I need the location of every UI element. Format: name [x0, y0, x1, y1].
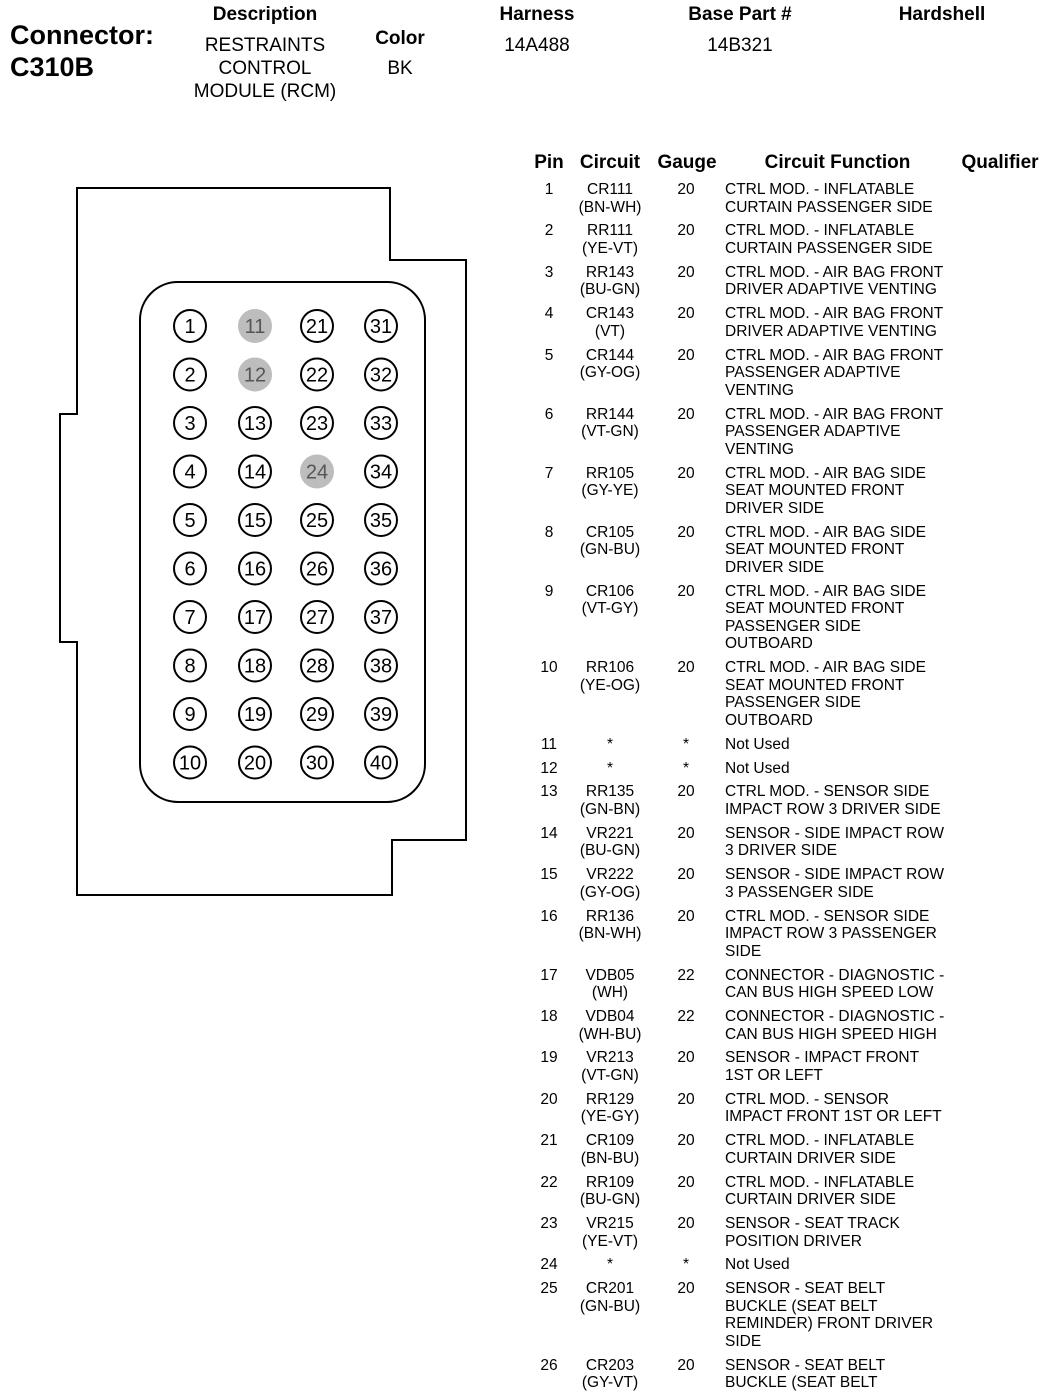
- circuit-line: (GN-BN): [579, 800, 641, 818]
- pin-16-label: 16: [243, 558, 267, 581]
- circuit-line: RR129: [585, 1090, 635, 1108]
- circuit-line: RR105: [585, 464, 635, 482]
- circuit-cell: [569, 1091, 651, 1126]
- circuit-cell: [569, 305, 651, 340]
- description-header: Description: [212, 4, 318, 25]
- circuit-line: VR221: [586, 824, 634, 842]
- function-line: CTRL MOD. - AIR BAG SIDE: [725, 582, 926, 600]
- circuit-line: (GN-BU): [579, 1297, 641, 1315]
- function-cell: [725, 783, 960, 818]
- function-line: 1ST OR LEFT: [725, 1066, 823, 1084]
- circuit-cell: [569, 967, 651, 1002]
- pin-number: 19: [540, 1049, 558, 1067]
- pin-23-label: 23: [305, 413, 329, 435]
- pin-29-label: 29: [305, 704, 329, 726]
- function-cell: [725, 1091, 960, 1126]
- color-value: BK: [387, 58, 413, 79]
- pin-37-label: 37: [369, 607, 393, 629]
- function-line: CTRL MOD. - INFLATABLE: [725, 222, 915, 240]
- pin-number: 25: [540, 1280, 558, 1298]
- function-cell: [725, 406, 960, 459]
- function-line: CTRL MOD. - AIR BAG FRONT: [725, 346, 944, 364]
- circuit-cell: [569, 1256, 651, 1274]
- gauge-cell: 20: [677, 1356, 695, 1374]
- circuit-line: RR144: [585, 405, 635, 423]
- function-cell: [725, 967, 960, 1002]
- pin-22-label: 22: [305, 364, 329, 387]
- pin-39-label: 39: [369, 704, 393, 726]
- function-line: DRIVER SIDE: [725, 558, 825, 576]
- pin-35-label: 35: [369, 510, 393, 532]
- function-line: SENSOR - IMPACT FRONT: [725, 1049, 920, 1067]
- circuit-line: (GY-YE): [581, 482, 639, 500]
- function-line: CTRL MOD. - SENSOR: [725, 1090, 889, 1108]
- circuit-line: VR222: [586, 866, 634, 884]
- description-line: RESTRAINTS: [204, 35, 326, 56]
- circuit-cell: [569, 222, 651, 257]
- function-cell: [725, 465, 960, 518]
- function-line: BUCKLE (SEAT BELT: [725, 1374, 878, 1392]
- circuit-line: (WH): [591, 984, 629, 1002]
- circuit-cell: [569, 1008, 651, 1043]
- pin-number: 8: [544, 523, 554, 541]
- pin-24-label: 24: [305, 461, 329, 484]
- function-line: CTRL MOD. - INFLATABLE: [725, 1132, 915, 1150]
- base-part-header: Base Part #: [688, 4, 792, 25]
- function-line: CURTAIN DRIVER SIDE: [725, 1191, 896, 1209]
- function-line: CTRL MOD. - SENSOR SIDE: [725, 907, 930, 925]
- function-line: PASSENGER SIDE: [725, 617, 861, 635]
- circuit-line: CR106: [585, 582, 635, 600]
- pin-group: [174, 310, 397, 779]
- connector-id: C310B: [10, 52, 95, 82]
- pin-14-label: 14: [243, 461, 267, 484]
- pin-26-label: 26: [305, 558, 329, 581]
- function-line: CAN BUS HIGH SPEED HIGH: [725, 1025, 937, 1043]
- pin-15-label: 15: [243, 510, 267, 532]
- pin-20-label: 20: [243, 752, 267, 775]
- function-line: CURTAIN DRIVER SIDE: [725, 1149, 896, 1167]
- col-header-circuit: Circuit: [579, 152, 641, 173]
- function-cell: [725, 908, 960, 961]
- circuit-cell: [569, 736, 651, 754]
- circuit-line: (BN-WH): [578, 925, 642, 943]
- pin-number: 1: [544, 181, 554, 198]
- function-line: BUCKLE (SEAT BELT: [725, 1297, 878, 1315]
- pin-33-label: 33: [369, 413, 393, 435]
- gauge-cell: 20: [677, 659, 695, 677]
- function-cell: [725, 1357, 960, 1392]
- circuit-line: (VT-GY): [581, 600, 639, 618]
- function-cell: [725, 1215, 960, 1250]
- circuit-cell: [569, 866, 651, 901]
- function-line: CAN BUS HIGH SPEED LOW: [725, 984, 934, 1002]
- function-line: CTRL MOD. - SENSOR SIDE: [725, 783, 930, 801]
- connector-housing-outline: [60, 188, 466, 895]
- gauge-cell: 20: [677, 405, 695, 423]
- col-header-gauge: Gauge: [657, 152, 717, 173]
- color-header: Color: [375, 28, 425, 49]
- circuit-line: (GY-OG): [579, 364, 641, 382]
- gauge-cell: *: [682, 735, 690, 753]
- pin-11-label: 11: [244, 316, 266, 338]
- col-header-qualifier: Qualifier: [961, 152, 1039, 173]
- circuit-line: RR106: [585, 659, 635, 677]
- function-cell: [725, 181, 960, 216]
- circuit-line: (YE-VT): [582, 239, 638, 257]
- gauge-cell: 20: [677, 1132, 695, 1150]
- function-cell: [725, 659, 960, 729]
- circuit-line: VDB04: [585, 1008, 635, 1025]
- function-cell: [725, 1280, 960, 1350]
- function-line: CTRL MOD. - AIR BAG FRONT: [725, 305, 944, 323]
- gauge-cell: 20: [677, 523, 695, 541]
- circuit-line: (VT-GN): [581, 1066, 639, 1084]
- pin-number: 5: [544, 346, 554, 364]
- function-line: CURTAIN PASSENGER SIDE: [725, 239, 933, 257]
- circuit-line: VR213: [586, 1049, 634, 1067]
- pin-number: 3: [544, 263, 554, 281]
- function-line: SIDE: [725, 1332, 762, 1350]
- circuit-cell: [569, 783, 651, 818]
- pin-number: 18: [540, 1008, 558, 1025]
- circuit-line: RR135: [585, 783, 635, 801]
- circuit-line: (GY-VT): [581, 1374, 639, 1392]
- circuit-line: (BU-GN): [579, 842, 641, 860]
- pin-27-label: 27: [305, 607, 329, 629]
- circuit-line: CR201: [585, 1280, 635, 1298]
- pin-12-label: 12: [243, 364, 267, 387]
- circuit-line: (BU-GN): [579, 1191, 641, 1209]
- pin-number: 17: [540, 966, 558, 984]
- pin-number: 23: [540, 1215, 558, 1232]
- connector-label: Connector:: [10, 20, 154, 50]
- circuit-line: (WH-BU): [578, 1025, 642, 1043]
- connector-face-diagram: [0, 150, 480, 910]
- function-line: CTRL MOD. - AIR BAG SIDE: [725, 523, 926, 541]
- function-cell: [725, 760, 960, 778]
- pin-30-label: 30: [305, 752, 329, 775]
- function-line: CTRL MOD. - INFLATABLE: [725, 181, 915, 198]
- circuit-line: RR111: [587, 222, 633, 240]
- gauge-cell: 22: [677, 1008, 695, 1025]
- circuit-line: *: [606, 759, 614, 777]
- description-value: [165, 34, 365, 103]
- gauge-cell: 20: [677, 1173, 695, 1191]
- gauge-cell: 20: [677, 582, 695, 600]
- pin-13-label: 13: [243, 413, 267, 435]
- circuit-cell: [569, 264, 651, 299]
- circuit-cell: [569, 406, 651, 441]
- function-line: PASSENGER SIDE: [725, 694, 861, 712]
- gauge-cell: 20: [677, 1090, 695, 1108]
- function-line: Not Used: [725, 1256, 790, 1274]
- pin-number: 13: [540, 783, 558, 801]
- pin-number: 2: [544, 222, 554, 240]
- function-cell: [725, 583, 960, 653]
- function-line: Not Used: [725, 759, 790, 777]
- function-line: CTRL MOD. - AIR BAG FRONT: [725, 405, 944, 423]
- function-line: OUTBOARD: [725, 635, 813, 653]
- gauge-cell: 20: [677, 263, 695, 281]
- circuit-line: (BN-BU): [580, 1149, 640, 1167]
- pin-number: 15: [540, 866, 558, 884]
- harness-header: Harness: [499, 4, 575, 25]
- function-cell: [725, 825, 960, 860]
- pin-number: 7: [544, 464, 554, 482]
- function-line: SEAT MOUNTED FRONT: [725, 600, 905, 618]
- pin-31-label: 31: [369, 316, 393, 338]
- circuit-line: CR105: [585, 523, 635, 541]
- function-line: VENTING: [725, 381, 794, 399]
- function-cell: [725, 1174, 960, 1209]
- circuit-cell: [569, 908, 651, 943]
- circuit-line: CR109: [585, 1132, 635, 1150]
- base-part-value: 14B321: [707, 35, 773, 56]
- circuit-line: RR109: [585, 1173, 635, 1191]
- function-line: PASSENGER ADAPTIVE: [725, 364, 901, 382]
- pin-18-label: 18: [243, 655, 267, 678]
- gauge-cell: 20: [677, 907, 695, 925]
- circuit-line: (BU-GN): [579, 281, 641, 299]
- function-cell: [725, 1049, 960, 1084]
- gauge-cell: 20: [677, 464, 695, 482]
- function-cell: [725, 222, 960, 257]
- function-line: SENSOR - SEAT BELT: [725, 1356, 886, 1374]
- circuit-line: VDB05: [585, 966, 635, 984]
- pin-number: 9: [544, 582, 554, 600]
- function-line: Not Used: [725, 735, 790, 753]
- function-line: DRIVER ADAPTIVE VENTING: [725, 281, 937, 299]
- function-cell: [725, 1008, 960, 1043]
- circuit-line: (GY-OG): [579, 883, 641, 901]
- circuit-line: CR143: [585, 305, 635, 323]
- gauge-cell: 20: [677, 305, 695, 323]
- circuit-cell: [569, 760, 651, 778]
- pin-5-label: 5: [184, 510, 196, 532]
- pin-number: 26: [540, 1356, 558, 1374]
- circuit-cell: [569, 1357, 651, 1392]
- gauge-cell: 20: [677, 783, 695, 801]
- circuit-line: (BN-WH): [578, 198, 642, 216]
- circuit-cell: [569, 181, 651, 216]
- function-cell: [725, 305, 960, 340]
- gauge-cell: 20: [677, 346, 695, 364]
- pin-number: 12: [540, 759, 558, 777]
- function-line: DRIVER ADAPTIVE VENTING: [725, 322, 937, 340]
- function-line: CONNECTOR - DIAGNOSTIC -: [725, 966, 945, 984]
- circuit-line: CR111: [587, 181, 633, 198]
- gauge-cell: 20: [677, 1049, 695, 1067]
- circuit-line: (YE-GY): [580, 1108, 640, 1126]
- function-line: POSITION DRIVER: [725, 1232, 862, 1250]
- pin-number: 6: [544, 405, 554, 423]
- circuit-line: (YE-VT): [582, 1232, 638, 1250]
- circuit-cell: [569, 1132, 651, 1167]
- pin-8-label: 8: [184, 655, 196, 678]
- circuit-line: CR203: [585, 1356, 635, 1374]
- function-line: SENSOR - SIDE IMPACT ROW: [725, 866, 945, 884]
- pin-2-label: 2: [184, 364, 196, 387]
- pin-38-label: 38: [369, 655, 393, 678]
- function-line: 3 DRIVER SIDE: [725, 842, 837, 860]
- description-line: MODULE (RCM): [193, 81, 337, 102]
- pin-number: 10: [540, 659, 558, 677]
- pin-36-label: 36: [369, 558, 393, 581]
- function-line: SEAT MOUNTED FRONT: [725, 482, 905, 500]
- function-cell: [725, 866, 960, 901]
- pin-number: 11: [540, 735, 558, 753]
- circuit-line: *: [606, 1256, 614, 1274]
- pin-number: 16: [540, 907, 558, 925]
- function-line: CURTAIN PASSENGER SIDE: [725, 198, 933, 216]
- hardshell-header: Hardshell: [898, 4, 986, 25]
- pin-17-label: 17: [243, 607, 267, 629]
- function-cell: [725, 264, 960, 299]
- pin-7-label: 7: [184, 607, 196, 629]
- circuit-line: VR215: [586, 1215, 634, 1232]
- pin-number: 14: [540, 824, 558, 842]
- pin-28-label: 28: [305, 655, 329, 678]
- function-line: 3 PASSENGER SIDE: [725, 883, 874, 901]
- pin-34-label: 34: [369, 461, 393, 484]
- circuit-cell: [569, 524, 651, 559]
- function-cell: [725, 1132, 960, 1167]
- circuit-line: *: [606, 735, 614, 753]
- gauge-cell: 20: [677, 222, 695, 240]
- function-cell: [725, 1256, 960, 1274]
- pin-9-label: 9: [184, 704, 196, 726]
- circuit-cell: [569, 1215, 651, 1250]
- pin-19-label: 19: [243, 704, 267, 726]
- function-line: VENTING: [725, 440, 794, 458]
- circuit-cell: [569, 583, 651, 618]
- harness-value: 14A488: [504, 35, 570, 56]
- function-line: CTRL MOD. - AIR BAG FRONT: [725, 263, 944, 281]
- pin-number: 24: [540, 1256, 558, 1274]
- circuit-line: (VT): [594, 322, 626, 340]
- function-line: OUTBOARD: [725, 711, 813, 729]
- pin-number: 20: [540, 1090, 558, 1108]
- gauge-cell: 20: [677, 1215, 695, 1232]
- function-cell: [725, 524, 960, 577]
- pin-10-label: 10: [178, 752, 202, 775]
- function-line: IMPACT ROW 3 DRIVER SIDE: [725, 800, 941, 818]
- circuit-cell: [569, 825, 651, 860]
- function-line: SENSOR - SIDE IMPACT ROW: [725, 824, 945, 842]
- function-line: CTRL MOD. - AIR BAG SIDE: [725, 464, 926, 482]
- function-line: CTRL MOD. - AIR BAG SIDE: [725, 659, 926, 677]
- circuit-line: (GN-BU): [579, 541, 641, 559]
- pin-number: 22: [540, 1173, 558, 1191]
- pin-25-label: 25: [305, 510, 329, 532]
- pin-3-label: 3: [184, 413, 196, 435]
- gauge-cell: 22: [677, 966, 695, 984]
- circuit-line: RR136: [585, 907, 635, 925]
- function-line: SIDE: [725, 942, 762, 960]
- function-line: REMINDER) FRONT DRIVER: [725, 1315, 934, 1333]
- pin-6-label: 6: [184, 558, 196, 581]
- pin-21-label: 21: [305, 316, 329, 338]
- gauge-cell: 20: [677, 824, 695, 842]
- function-line: SEAT MOUNTED FRONT: [725, 676, 905, 694]
- function-line: IMPACT FRONT 1ST OR LEFT: [725, 1108, 942, 1126]
- function-line: CTRL MOD. - INFLATABLE: [725, 1173, 915, 1191]
- pin-40-label: 40: [369, 752, 393, 775]
- pin-32-label: 32: [369, 364, 393, 387]
- pin-number: 4: [544, 305, 554, 323]
- function-line: SENSOR - SEAT TRACK: [725, 1215, 900, 1232]
- function-line: SENSOR - SEAT BELT: [725, 1280, 886, 1298]
- circuit-cell: [569, 1174, 651, 1209]
- pin-number: 21: [540, 1132, 558, 1150]
- function-line: SEAT MOUNTED FRONT: [725, 541, 905, 559]
- function-cell: [725, 736, 960, 754]
- col-header-pin: Pin: [534, 152, 564, 173]
- circuit-cell: [569, 1049, 651, 1084]
- pin-4-label: 4: [184, 461, 196, 484]
- function-cell: [725, 347, 960, 400]
- col-header-function: Circuit Function: [764, 152, 911, 173]
- function-line: DRIVER SIDE: [725, 499, 825, 517]
- circuit-cell: [569, 1280, 651, 1315]
- gauge-cell: *: [682, 1256, 690, 1274]
- circuit-line: CR144: [585, 346, 635, 364]
- gauge-cell: 20: [677, 866, 695, 884]
- circuit-cell: [569, 659, 651, 694]
- function-line: IMPACT ROW 3 PASSENGER: [725, 925, 937, 943]
- function-line: PASSENGER ADAPTIVE: [725, 423, 901, 441]
- circuit-line: (VT-GN): [581, 423, 639, 441]
- circuit-line: RR143: [585, 263, 635, 281]
- circuit-line: (YE-OG): [579, 676, 641, 694]
- circuit-cell: [569, 347, 651, 382]
- circuit-cell: [569, 465, 651, 500]
- gauge-cell: *: [682, 759, 690, 777]
- gauge-cell: 20: [677, 1280, 695, 1298]
- pin-1-label: 1: [184, 316, 196, 338]
- gauge-cell: 20: [677, 181, 695, 198]
- function-line: CONNECTOR - DIAGNOSTIC -: [725, 1008, 945, 1025]
- description-line: CONTROL: [218, 58, 312, 79]
